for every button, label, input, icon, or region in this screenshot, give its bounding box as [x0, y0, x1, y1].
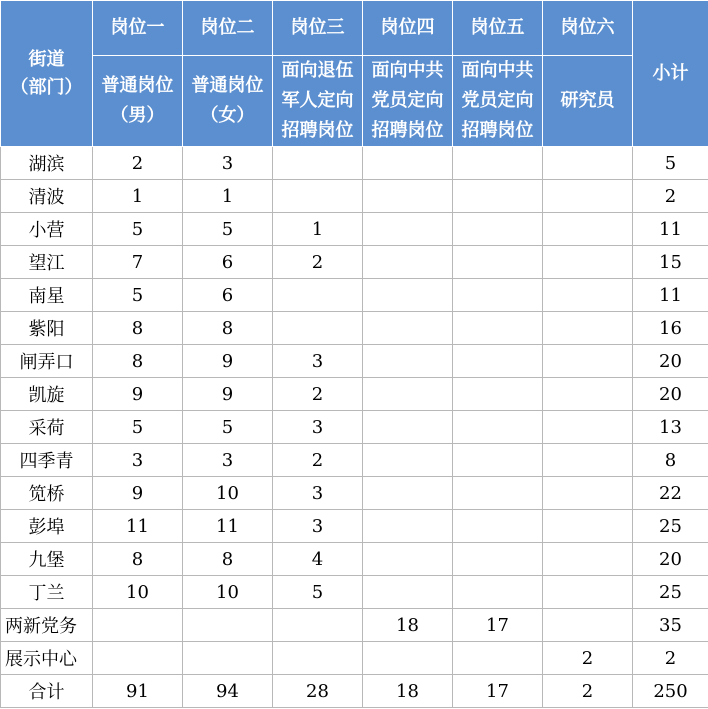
value-cell — [453, 477, 543, 510]
table-row — [1, 510, 708, 543]
value-cell: 9 — [183, 345, 273, 378]
value-cell — [543, 576, 633, 609]
subtotal-cell: 35 — [633, 609, 708, 642]
value-cell — [543, 609, 633, 642]
value-cell: 18 — [363, 609, 453, 642]
value-cell — [543, 312, 633, 345]
row-name-cell: 紫阳 — [1, 312, 93, 345]
table-row — [1, 147, 708, 180]
value-cell — [543, 246, 633, 279]
value-cell: 3 — [183, 147, 273, 180]
table-row — [1, 312, 708, 345]
subtotal-cell: 2 — [633, 642, 708, 675]
value-cell — [363, 312, 453, 345]
row-name-cell: 四季青 — [1, 444, 93, 477]
value-cell: 2 — [273, 246, 363, 279]
position-subhead — [93, 56, 183, 147]
subhead-text: 面向中共 党员定向 招聘岗位 — [461, 60, 534, 141]
value-cell — [93, 609, 183, 642]
position-subhead — [543, 56, 633, 147]
value-cell — [273, 642, 363, 675]
value-cell — [363, 246, 453, 279]
row-name-cell: 凯旋 — [1, 378, 93, 411]
value-cell: 5 — [93, 279, 183, 312]
header-corner — [1, 1, 93, 147]
position-header: 岗位五 — [453, 1, 543, 56]
value-cell — [543, 345, 633, 378]
row-name-cell: 小营 — [1, 213, 93, 246]
subtotal-cell: 20 — [633, 543, 708, 576]
value-cell: 10 — [93, 576, 183, 609]
value-cell: 5 — [183, 213, 273, 246]
value-cell: 17 — [453, 675, 543, 708]
value-cell: 9 — [93, 477, 183, 510]
row-name-cell: 合计 — [1, 675, 93, 708]
value-cell: 7 — [93, 246, 183, 279]
value-cell: 94 — [183, 675, 273, 708]
value-cell — [453, 213, 543, 246]
value-cell: 18 — [363, 675, 453, 708]
value-cell — [363, 543, 453, 576]
position-header: 岗位三 — [273, 1, 363, 56]
value-cell: 3 — [183, 444, 273, 477]
value-cell: 17 — [453, 609, 543, 642]
value-cell — [183, 642, 273, 675]
value-cell: 8 — [183, 543, 273, 576]
value-cell — [363, 279, 453, 312]
table-row — [1, 279, 708, 312]
value-cell: 11 — [93, 510, 183, 543]
value-cell — [363, 378, 453, 411]
value-cell — [453, 510, 543, 543]
value-cell — [453, 147, 543, 180]
subtotal-cell: 20 — [633, 378, 708, 411]
value-cell — [363, 411, 453, 444]
value-cell: 1 — [93, 180, 183, 213]
table-header — [1, 1, 708, 147]
row-name-cell: 笕桥 — [1, 477, 93, 510]
value-cell — [363, 147, 453, 180]
subtotal-header: 小计 — [633, 1, 708, 147]
value-cell — [273, 609, 363, 642]
value-cell: 3 — [273, 477, 363, 510]
value-cell — [543, 378, 633, 411]
subtotal-cell: 20 — [633, 345, 708, 378]
value-cell — [273, 279, 363, 312]
subtotal-cell: 13 — [633, 411, 708, 444]
value-cell — [363, 576, 453, 609]
position-subhead — [453, 56, 543, 147]
table-row — [1, 345, 708, 378]
value-cell — [453, 378, 543, 411]
value-cell — [543, 180, 633, 213]
value-cell — [363, 444, 453, 477]
subtotal-cell: 2 — [633, 180, 708, 213]
value-cell: 5 — [93, 411, 183, 444]
value-cell — [453, 444, 543, 477]
value-cell: 3 — [93, 444, 183, 477]
position-subhead — [363, 56, 453, 147]
row-name-cell: 清波 — [1, 180, 93, 213]
subtotal-cell: 25 — [633, 510, 708, 543]
value-cell — [543, 411, 633, 444]
table-row — [1, 378, 708, 411]
value-cell — [543, 444, 633, 477]
value-cell — [363, 345, 453, 378]
row-name-cell: 南星 — [1, 279, 93, 312]
value-cell — [453, 642, 543, 675]
position-header: 岗位四 — [363, 1, 453, 56]
table-row — [1, 477, 708, 510]
value-cell: 6 — [183, 279, 273, 312]
table-row — [1, 444, 708, 477]
subtotal-cell: 22 — [633, 477, 708, 510]
value-cell — [453, 345, 543, 378]
subtotal-cell: 11 — [633, 213, 708, 246]
value-cell: 91 — [93, 675, 183, 708]
subtotal-cell: 15 — [633, 246, 708, 279]
value-cell — [363, 510, 453, 543]
table-row — [1, 213, 708, 246]
subtotal-cell: 11 — [633, 279, 708, 312]
value-cell: 8 — [183, 312, 273, 345]
subhead-text: 面向退伍 军人定向 招聘岗位 — [281, 60, 354, 141]
value-cell — [453, 543, 543, 576]
row-name-cell: 望江 — [1, 246, 93, 279]
value-cell: 9 — [183, 378, 273, 411]
value-cell — [543, 543, 633, 576]
value-cell — [453, 312, 543, 345]
row-name-cell: 两新党务 — [1, 609, 93, 642]
table-row — [1, 609, 708, 642]
row-name-cell: 展示中心 — [1, 642, 93, 675]
value-cell — [453, 411, 543, 444]
value-cell: 9 — [93, 378, 183, 411]
corner-label: 街道 （部门） — [10, 48, 83, 98]
row-name-cell: 九堡 — [1, 543, 93, 576]
value-cell — [273, 180, 363, 213]
value-cell: 1 — [273, 213, 363, 246]
table-row — [1, 543, 708, 576]
row-name-cell: 彭埠 — [1, 510, 93, 543]
table-row — [1, 642, 708, 675]
subtotal-cell: 250 — [633, 675, 708, 708]
table-row — [1, 180, 708, 213]
value-cell — [543, 510, 633, 543]
value-cell: 2 — [273, 444, 363, 477]
value-cell — [453, 576, 543, 609]
value-cell: 4 — [273, 543, 363, 576]
value-cell — [453, 246, 543, 279]
row-name-cell: 闸弄口 — [1, 345, 93, 378]
table-row — [1, 246, 708, 279]
subtotal-cell: 8 — [633, 444, 708, 477]
row-name-cell: 采荷 — [1, 411, 93, 444]
value-cell: 6 — [183, 246, 273, 279]
value-cell — [363, 180, 453, 213]
position-header: 岗位一 — [93, 1, 183, 56]
subtotal-cell: 16 — [633, 312, 708, 345]
value-cell — [453, 180, 543, 213]
value-cell: 8 — [93, 345, 183, 378]
value-cell: 28 — [273, 675, 363, 708]
value-cell: 10 — [183, 477, 273, 510]
value-cell: 3 — [273, 510, 363, 543]
value-cell: 5 — [93, 213, 183, 246]
subhead-text: 普通岗位 （女） — [191, 75, 264, 126]
value-cell — [363, 213, 453, 246]
value-cell: 2 — [273, 378, 363, 411]
value-cell — [273, 312, 363, 345]
value-cell: 3 — [273, 345, 363, 378]
value-cell: 2 — [543, 642, 633, 675]
position-header: 岗位二 — [183, 1, 273, 56]
value-cell — [543, 477, 633, 510]
table-row — [1, 675, 708, 708]
position-subhead — [183, 56, 273, 147]
value-cell: 2 — [93, 147, 183, 180]
subhead-text: 研究员 — [560, 90, 615, 111]
value-cell — [273, 147, 363, 180]
subtotal-cell: 25 — [633, 576, 708, 609]
subhead-text: 面向中共 党员定向 招聘岗位 — [371, 60, 444, 141]
row-name-cell: 丁兰 — [1, 576, 93, 609]
position-header: 岗位六 — [543, 1, 633, 56]
value-cell: 8 — [93, 543, 183, 576]
row-name-cell: 湖滨 — [1, 147, 93, 180]
table-body — [1, 147, 708, 708]
value-cell: 11 — [183, 510, 273, 543]
value-cell: 5 — [183, 411, 273, 444]
value-cell — [453, 279, 543, 312]
value-cell: 3 — [273, 411, 363, 444]
position-subhead — [273, 56, 363, 147]
value-cell — [363, 477, 453, 510]
table-row — [1, 576, 708, 609]
value-cell: 10 — [183, 576, 273, 609]
value-cell: 5 — [273, 576, 363, 609]
value-cell — [543, 279, 633, 312]
value-cell — [93, 642, 183, 675]
subtotal-cell: 5 — [633, 147, 708, 180]
value-cell: 1 — [183, 180, 273, 213]
value-cell: 8 — [93, 312, 183, 345]
value-cell: 2 — [543, 675, 633, 708]
value-cell — [363, 642, 453, 675]
value-cell — [183, 609, 273, 642]
subhead-text: 普通岗位 （男） — [101, 75, 174, 126]
table-row — [1, 411, 708, 444]
value-cell — [543, 213, 633, 246]
value-cell — [543, 147, 633, 180]
